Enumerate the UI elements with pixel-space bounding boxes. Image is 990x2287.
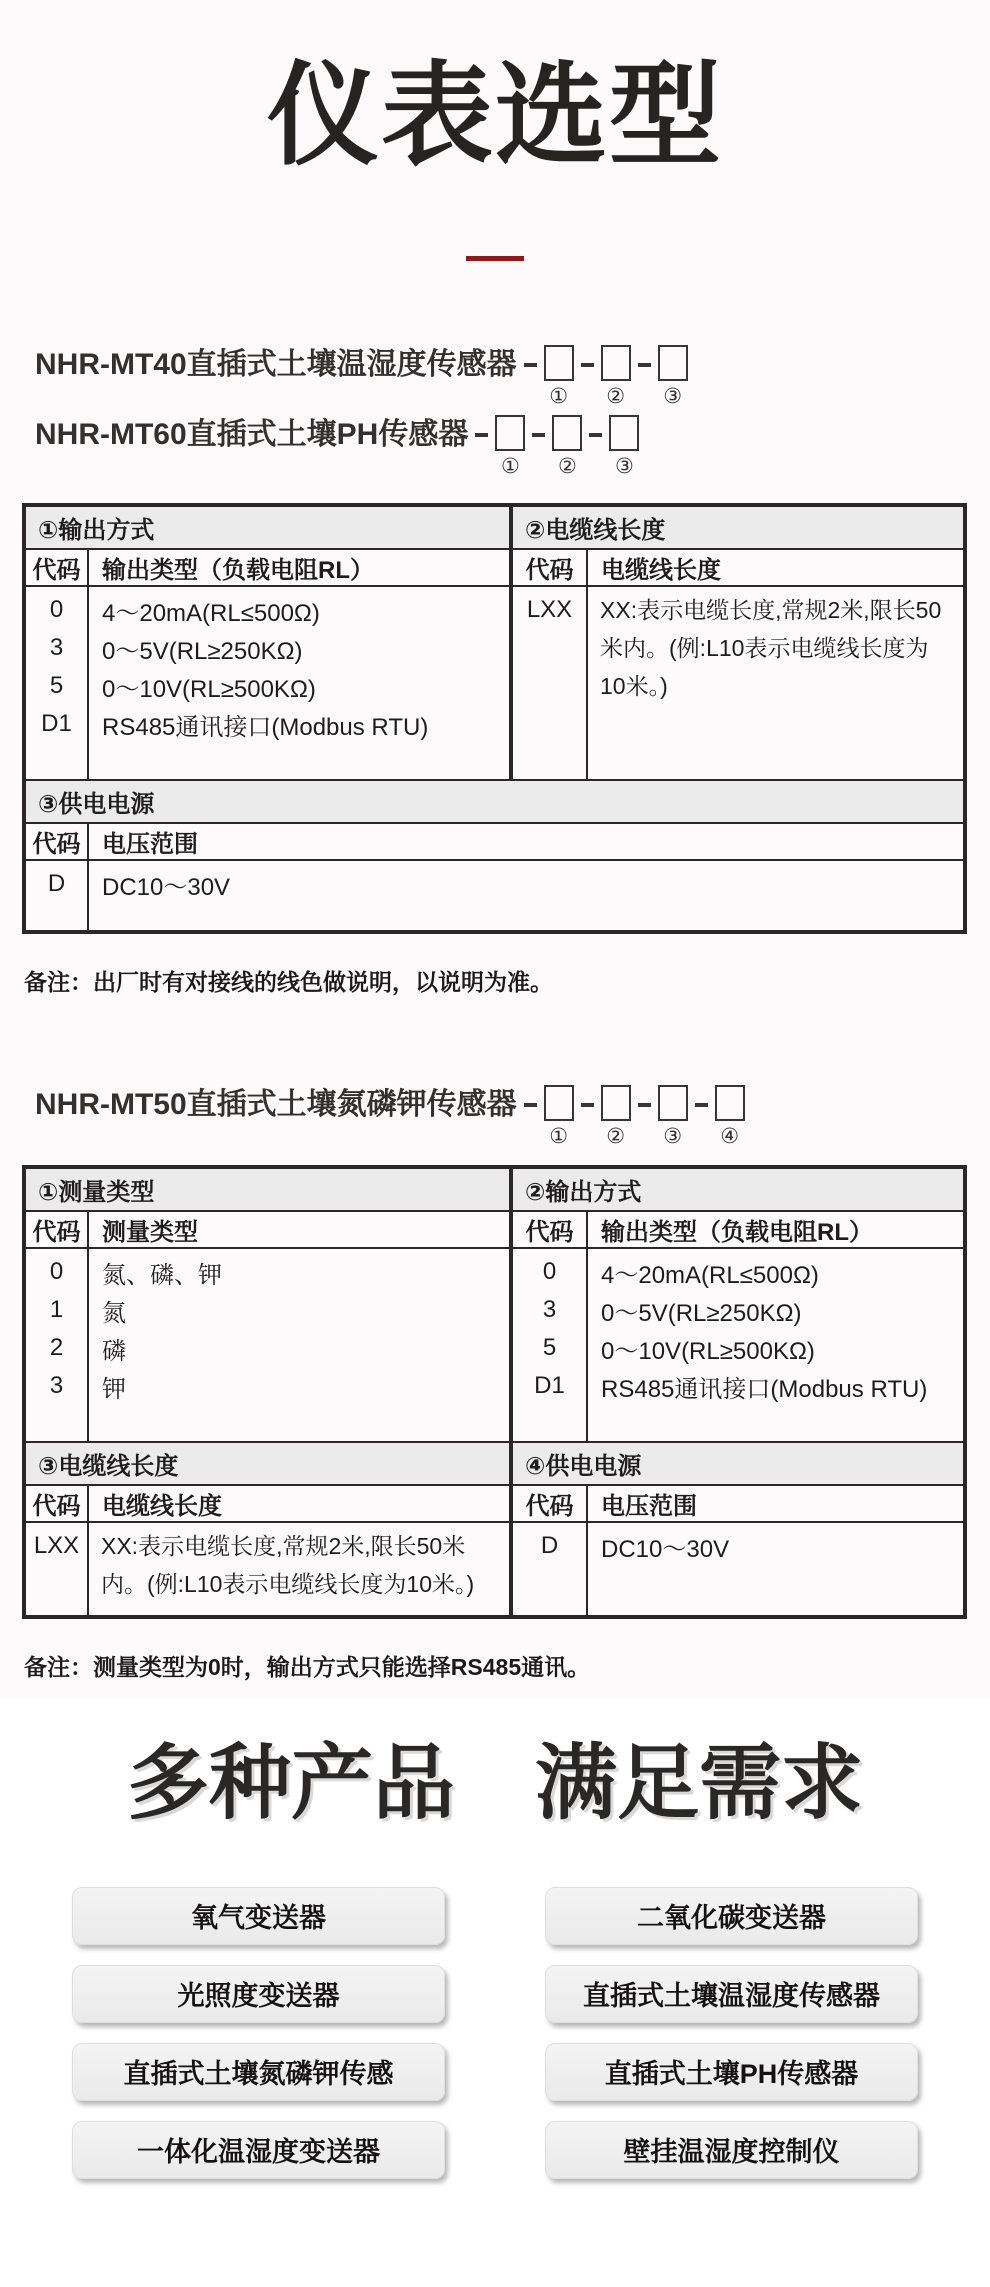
option-box bbox=[495, 415, 525, 451]
cable-code-cell: LXX bbox=[24, 1522, 88, 1617]
power-code-cell: D bbox=[24, 860, 88, 932]
option-slot-2 bbox=[601, 1085, 631, 1147]
model-row-mt40 bbox=[0, 345, 990, 409]
product-button-co2[interactable]: 二氧化碳变送器 bbox=[545, 1887, 918, 1945]
column-header-row bbox=[24, 549, 965, 586]
product-grid bbox=[0, 1887, 990, 2179]
col-header-cable-length: 电缆线长度 bbox=[88, 1485, 511, 1522]
cable-desc-cell: XX:表示电缆长度,常规2米,限长50米内。(例:L10表示电缆线长度为10米。) bbox=[587, 586, 965, 780]
col-header-cable-length: 电缆线长度 bbox=[587, 549, 965, 586]
output-codes-cell: 0 3 5 D1 bbox=[24, 586, 88, 780]
section-header-row bbox=[24, 1442, 965, 1485]
product-button-soil-ph[interactable]: 直插式土壤PH传感器 bbox=[545, 2043, 918, 2101]
spec-table-mt50 bbox=[22, 1165, 967, 1619]
option-slot-2 bbox=[601, 345, 631, 407]
col-header-code: 代码 bbox=[24, 1211, 88, 1248]
col-header-measure-type: 测量类型 bbox=[88, 1211, 511, 1248]
col-header-code: 代码 bbox=[24, 549, 88, 586]
dash-separator bbox=[532, 433, 545, 437]
option-slot-3 bbox=[658, 1085, 688, 1147]
option-box bbox=[544, 345, 574, 381]
col-header-voltage: 电压范围 bbox=[88, 823, 965, 860]
col-header-code: 代码 bbox=[511, 549, 587, 586]
dash-separator bbox=[524, 1103, 537, 1107]
slot-number: ② bbox=[606, 385, 626, 409]
option-box bbox=[658, 1085, 688, 1121]
option-box bbox=[552, 415, 582, 451]
slot-number: ② bbox=[557, 455, 577, 479]
option-slot-3 bbox=[609, 415, 639, 477]
dash-separator bbox=[638, 363, 651, 367]
option-slot-1 bbox=[544, 1085, 574, 1147]
dash-separator bbox=[589, 433, 602, 437]
product-button-soil-npk[interactable]: 直插式土壤氮磷钾传感 bbox=[72, 2043, 445, 2101]
power-value-cell: DC10～30V bbox=[88, 860, 965, 932]
slot-number: ④ bbox=[720, 1125, 740, 1149]
slot-number: ③ bbox=[663, 385, 683, 409]
dash-separator bbox=[581, 1103, 594, 1107]
table-body-row bbox=[24, 586, 965, 780]
product-button-oxygen[interactable]: 氧气变送器 bbox=[72, 1887, 445, 1945]
slot-number: ③ bbox=[663, 1125, 683, 1149]
section-title-power: ③供电电源 bbox=[24, 780, 965, 823]
column-header-row bbox=[24, 823, 965, 860]
products-heading-right: 满足需求 bbox=[535, 1738, 864, 1829]
section-header-row bbox=[24, 780, 965, 823]
dash-separator bbox=[695, 1103, 708, 1107]
model-row-mt60 bbox=[0, 415, 990, 479]
product-button-light[interactable]: 光照度变送器 bbox=[72, 1965, 445, 2023]
power-value-cell: DC10～30V bbox=[587, 1522, 965, 1617]
note-mt40: 备注：出厂时有对接线的线色做说明，以说明为准。 bbox=[24, 969, 553, 996]
section-title-measure: ①测量类型 bbox=[24, 1167, 511, 1211]
column-header-row bbox=[24, 1485, 965, 1522]
option-box bbox=[601, 345, 631, 381]
model-name-mt40: NHR-MT40直插式土壤温湿度传感器 bbox=[35, 348, 517, 382]
product-button-integrated-temp-humidity[interactable]: 一体化温湿度变送器 bbox=[72, 2121, 445, 2179]
slot-number: ③ bbox=[614, 455, 634, 479]
option-box bbox=[715, 1085, 745, 1121]
table-body-row bbox=[24, 1522, 965, 1617]
section-title-output: ②输出方式 bbox=[511, 1167, 965, 1211]
slot-number: ① bbox=[549, 1125, 569, 1149]
section-title-power: ④供电电源 bbox=[511, 1442, 965, 1485]
slot-number: ② bbox=[606, 1125, 626, 1149]
section-title-cable: ②电缆线长度 bbox=[511, 505, 965, 549]
product-button-wall-mounted-controller[interactable]: 壁挂温湿度控制仪 bbox=[545, 2121, 918, 2179]
products-heading-left: 多种产品 bbox=[126, 1738, 455, 1829]
col-header-output-type: 输出类型（负载电阻RL） bbox=[88, 549, 511, 586]
option-slot-3 bbox=[658, 345, 688, 407]
option-slot-1 bbox=[495, 415, 525, 477]
measure-codes-cell: 0 1 2 3 bbox=[24, 1248, 88, 1442]
section-header-row bbox=[24, 505, 965, 549]
option-box bbox=[658, 345, 688, 381]
col-header-voltage: 电压范围 bbox=[587, 1485, 965, 1522]
section-title-output: ①输出方式 bbox=[24, 505, 511, 549]
col-header-code: 代码 bbox=[24, 1485, 88, 1522]
model-code-block bbox=[0, 345, 990, 479]
power-code-cell: D bbox=[511, 1522, 587, 1617]
output-codes-cell: 0 3 5 D1 bbox=[511, 1248, 587, 1442]
option-box bbox=[609, 415, 639, 451]
model-name-mt50: NHR-MT50直插式土壤氮磷钾传感器 bbox=[35, 1088, 517, 1122]
option-slot-1 bbox=[544, 345, 574, 407]
measure-values-cell: 氮、磷、钾 氮 磷 钾 bbox=[88, 1248, 511, 1442]
products-heading bbox=[0, 1740, 990, 1829]
note-mt50: 备注：测量类型为0时，输出方式只能选择RS485通讯。 bbox=[24, 1654, 591, 1681]
table-body-row bbox=[24, 1248, 965, 1442]
title-underline-dash bbox=[466, 256, 524, 261]
dash-separator bbox=[524, 363, 537, 367]
dash-separator bbox=[581, 363, 594, 367]
cable-desc-cell: XX:表示电缆长度,常规2米,限长50米内。(例:L10表示电缆线长度为10米。) bbox=[88, 1522, 511, 1617]
product-button-soil-temp-humidity[interactable]: 直插式土壤温湿度传感器 bbox=[545, 1965, 918, 2023]
model-name-mt60: NHR-MT60直插式土壤PH传感器 bbox=[35, 418, 469, 452]
option-slot-4 bbox=[715, 1085, 745, 1147]
output-values-cell: 4～20mA(RL≤500Ω) 0～5V(RL≥250KΩ) 0～10V(RL≥500KΩ) RS485通讯接口(Modbus RTU) bbox=[88, 586, 511, 780]
products-section bbox=[0, 1698, 990, 2287]
dash-separator bbox=[638, 1103, 651, 1107]
option-box bbox=[544, 1085, 574, 1121]
slot-number: ① bbox=[500, 455, 520, 479]
column-header-row bbox=[24, 1211, 965, 1248]
section-header-row bbox=[24, 1167, 965, 1211]
col-header-code: 代码 bbox=[511, 1211, 587, 1248]
option-box bbox=[601, 1085, 631, 1121]
cable-code-cell: LXX bbox=[511, 586, 587, 780]
section-title-cable: ③电缆线长度 bbox=[24, 1442, 511, 1485]
slot-number: ① bbox=[549, 385, 569, 409]
model-row-mt50 bbox=[0, 1085, 990, 1149]
col-header-code: 代码 bbox=[24, 823, 88, 860]
col-header-code: 代码 bbox=[511, 1485, 587, 1522]
col-header-output-type: 输出类型（负载电阻RL） bbox=[587, 1211, 965, 1248]
spec-table-mt40-mt60 bbox=[22, 503, 967, 934]
output-values-cell: 4～20mA(RL≤500Ω) 0～5V(RL≥250KΩ) 0～10V(RL≥500KΩ) RS485通讯接口(Modbus RTU) bbox=[587, 1248, 965, 1442]
dash-separator bbox=[475, 433, 488, 437]
option-slot-2 bbox=[552, 415, 582, 477]
table-body-row bbox=[24, 860, 965, 932]
page-title: 仪表选型 bbox=[267, 53, 723, 178]
